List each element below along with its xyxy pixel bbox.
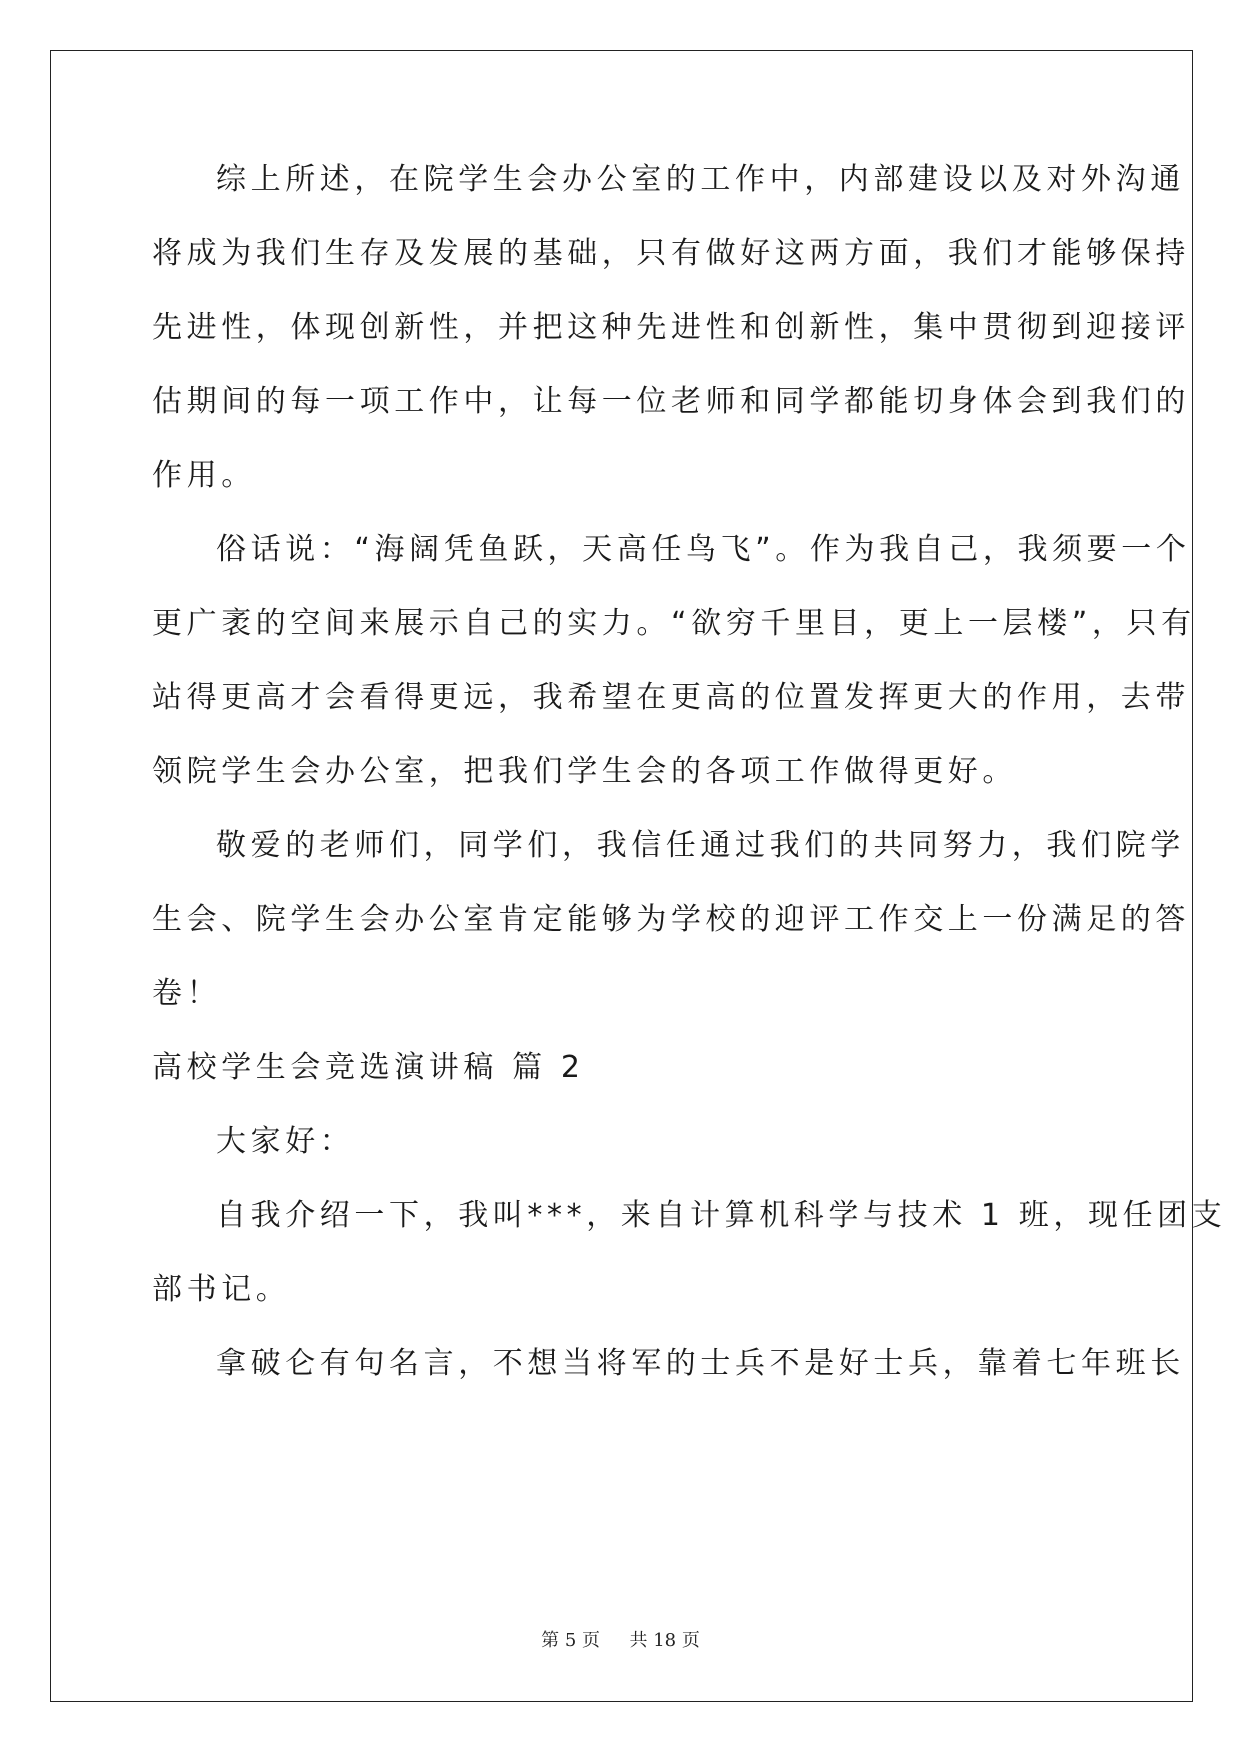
paragraph-line: 更广袤的空间来展示自己的实力。“欲穷千里目，更上一层楼”，只有	[152, 606, 1196, 641]
paragraph-line: 站得更高才会看得更远，我希望在更高的位置发挥更大的作用，去带	[152, 680, 1190, 715]
paragraph-line: 部书记。	[152, 1272, 291, 1307]
paragraph-line: 将成为我们生存及发展的基础，只有做好这两方面，我们才能够保持	[152, 236, 1190, 271]
paragraph-line: 自我介绍一下，我叫***，来自计算机科学与技术 1 班，现任团支	[216, 1198, 1227, 1233]
paragraph-line: 先进性，体现创新性，并把这种先进性和创新性，集中贯彻到迎接评	[152, 310, 1190, 345]
page-border	[50, 50, 1193, 1702]
paragraph-line: 拿破仑有句名言，不想当将军的士兵不是好士兵，靠着七年班长	[216, 1346, 1185, 1381]
paragraph-line: 敬爱的老师们，同学们，我信任通过我们的共同努力，我们院学	[216, 828, 1185, 863]
page-footer	[0, 1626, 1241, 1652]
paragraph-line: 综上所述，在院学生会办公室的工作中，内部建设以及对外沟通	[216, 162, 1185, 197]
page-number: 第 5 页	[541, 1630, 601, 1651]
section-heading: 高校学生会竞选演讲稿 篇 2	[152, 1050, 585, 1085]
paragraph-line: 领院学生会办公室，把我们学生会的各项工作做得更好。	[152, 754, 1017, 789]
greeting-line: 大家好：	[216, 1124, 355, 1159]
paragraph-line: 卷！	[152, 976, 222, 1011]
paragraph-line: 俗话说：“海阔凭鱼跃，天高任鸟飞”。作为我自己，我须要一个	[216, 532, 1191, 567]
paragraph-line: 估期间的每一项工作中，让每一位老师和同学都能切身体会到我们的	[152, 384, 1190, 419]
paragraph-line: 生会、院学生会办公室肯定能够为学校的迎评工作交上一份满足的答	[152, 902, 1190, 937]
paragraph-line: 作用。	[152, 458, 256, 493]
page-total: 共 18 页	[629, 1630, 700, 1651]
